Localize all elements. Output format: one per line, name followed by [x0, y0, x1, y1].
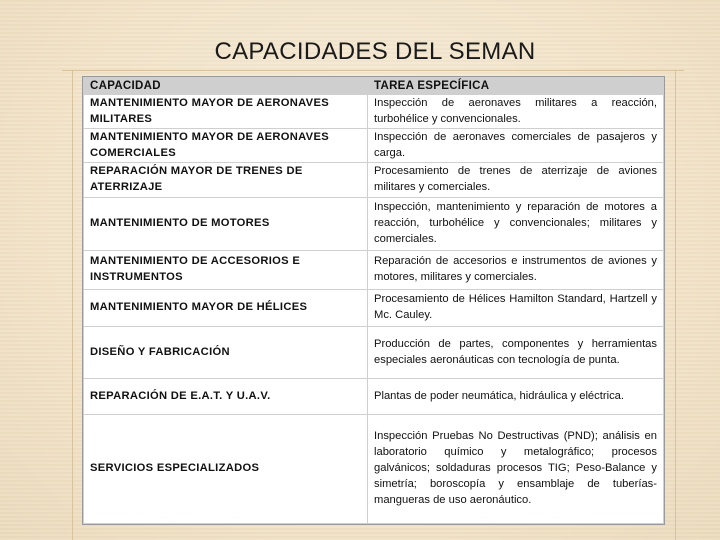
capacidad-cell: MANTENIMIENTO DE ACCESORIOS E INSTRUMENTOS [84, 251, 368, 290]
capacidad-cell: REPARACIÓN MAYOR DE TRENES DE ATERRIZAJE [84, 163, 368, 198]
capacidad-cell: MANTENIMIENTO MAYOR DE AERONAVES MILITARES [84, 95, 368, 129]
capacidad-cell: SERVICIOS ESPECIALIZADOS [84, 415, 368, 524]
tarea-cell: Producción de partes, componentes y herramientas especiales aeronáuticas con tecnología de punta. [368, 327, 664, 379]
capacidad-cell: MANTENIMIENTO DE MOTORES [84, 198, 368, 251]
table-row [84, 290, 664, 327]
table-row [84, 163, 664, 198]
decorative-border-left [72, 70, 73, 540]
decorative-border-top [62, 70, 684, 71]
tarea-cell: Procesamiento de Hélices Hamilton Standard, Hartzell y Mc. Cauley. [368, 290, 664, 327]
table-row [84, 327, 664, 379]
tarea-cell: Inspección Pruebas No Destructivas (PND); análisis en laboratorio químico y metalográfico; procesos galvánicos; soldaduras procesos TIG; Peso-Balance y simetría; boroscopía y ensamblaje de tuberías-mangueras de uso aeronáutico. [368, 415, 664, 524]
table-row [84, 379, 664, 415]
capabilities-table [82, 76, 665, 525]
tarea-cell: Inspección de aeronaves militares a reacción, turbohélice y convencionales. [368, 95, 664, 129]
table-row [84, 251, 664, 290]
capacidad-cell: REPARACIÓN DE E.A.T. Y U.A.V. [84, 379, 368, 415]
column-header-capacidad: CAPACIDAD [84, 78, 368, 95]
column-header-tarea: TAREA ESPECÍFICA [368, 78, 664, 95]
tarea-cell: Procesamiento de trenes de aterrizaje de aviones militares y comerciales. [368, 163, 664, 198]
tarea-cell: Inspección, mantenimiento y reparación de motores a reacción, turbohélice y convencionales; militares y comerciales. [368, 198, 664, 251]
tarea-cell: Inspección de aeronaves comerciales de pasajeros y carga. [368, 129, 664, 163]
tarea-cell: Reparación de accesorios e instrumentos de aviones y motores, militares y comerciales. [368, 251, 664, 290]
tarea-cell: Plantas de poder neumática, hidráulica y eléctrica. [368, 379, 664, 415]
capacidad-cell: MANTENIMIENTO MAYOR DE AERONAVES COMERCIALES [84, 129, 368, 163]
table-header-row [84, 78, 664, 95]
capacidad-cell: DISEÑO Y FABRICACIÓN [84, 327, 368, 379]
table-row [84, 129, 664, 163]
table-row [84, 415, 664, 524]
slide-title: CAPACIDADES DEL SEMAN [214, 38, 536, 65]
capacidad-cell: MANTENIMIENTO MAYOR DE HÉLICES [84, 290, 368, 327]
table-row [84, 95, 664, 129]
decorative-border-right [675, 70, 676, 540]
table-row [84, 198, 664, 251]
